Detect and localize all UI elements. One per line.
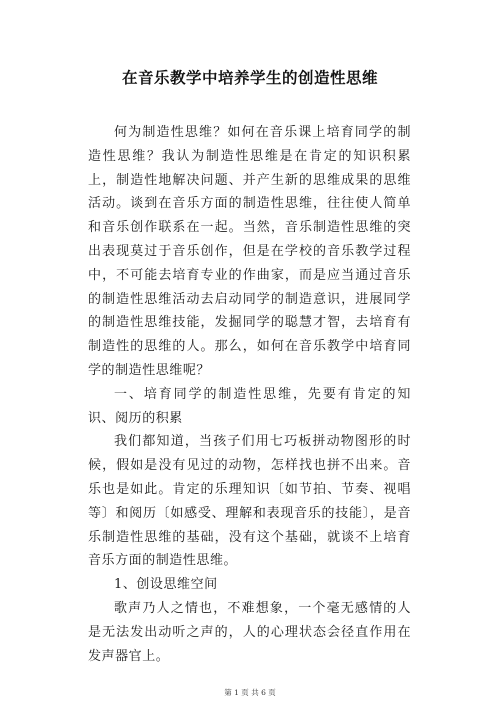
subsection-heading-1: 1、创设思维空间: [114, 577, 218, 593]
page-number-footer: 第 1 页 共 6 页: [224, 688, 276, 697]
section-heading-1: 一、培育同学的制造性思维，先要有肯定的知识、阅历的积累: [88, 386, 411, 426]
paragraph-intro: 何为制造性思维？如何在音乐课上培育同学的制造性思维？我认为制造性思维是在肯定的知识积累上，制造性地解决问题、并产生新的思维成果的思维活动。谈到在音乐方面的制造性思维，往往使人简单和音乐创作联系在一起。当然，音乐制造性思维的突出表现莫过于音乐创作，但是在学校的音乐教学过程中，不可能去培育专业的作曲家，而是应当通过音乐的制造性思维活动去启动同学的制造意识，进展同学的制造性思维技能，发掘同学的聪慧才智，去培育有制造性的思维的人。那么，如何在音乐教学中培育同学的制造性思维呢？: [88, 125, 411, 378]
paragraph-singing: 歌声乃人之情也，不难想象，一个毫无感情的人是无法发出动听之声的，人的心理状态会径直作用在发声器官上。: [88, 600, 411, 664]
paragraph-knowledge: 我们都知道，当孩子们用七巧板拼动物图形的时候，假如是没有见过的动物，怎样找也拼不出来。音乐也是如此。肯定的乐理知识〔如节拍、节奏、视唱等〕和阅历〔如感受、理解和表现音乐的技能〕，是音乐制造性思维的基础，没有这个基础，就谈不上培育音乐方面的制造性思维。: [88, 434, 411, 569]
document-title: 在音乐教学中培养学生的创造性思维: [121, 69, 378, 87]
document-body: [88, 121, 411, 668]
